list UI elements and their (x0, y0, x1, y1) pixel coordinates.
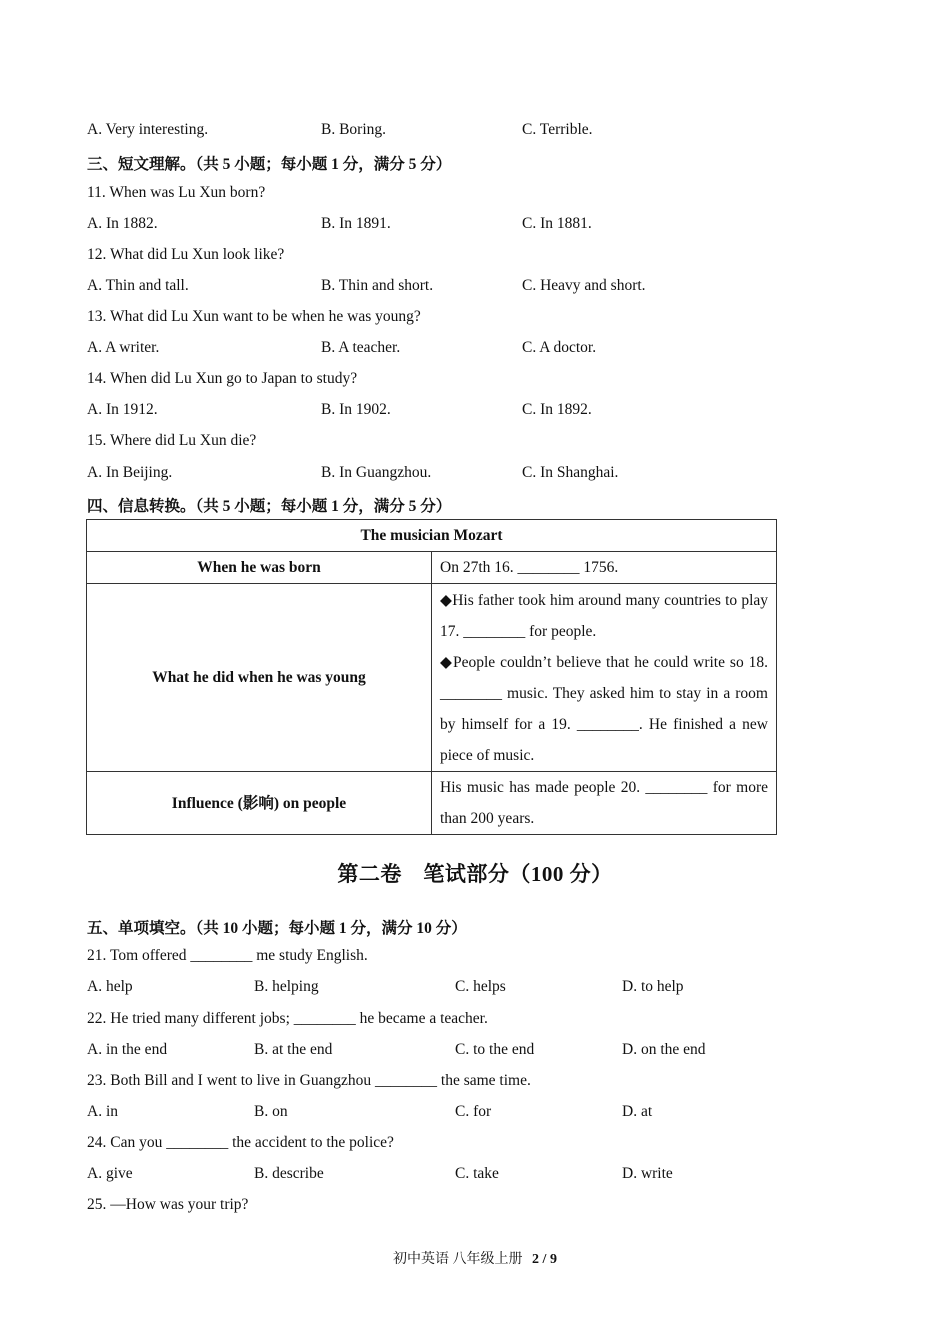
question-23: 23. Both Bill and I went to live in Guangzhou ________ the same time. (87, 1072, 531, 1089)
question-15: 15. Where did Lu Xun die? (87, 432, 257, 449)
footer-page-number: 2 (532, 1252, 540, 1267)
q12-option-c: C. Heavy and short. (522, 277, 646, 294)
q21-option-b: B. helping (254, 978, 319, 995)
footer-total-pages: 9 (549, 1252, 557, 1267)
q11-option-c: C. In 1881. (522, 215, 592, 232)
q15-option-c: C. In Shanghai. (522, 464, 619, 481)
q22-option-c: C. to the end (455, 1041, 535, 1058)
page-footer (0, 1248, 950, 1268)
section4-heading: 四、信息转换。（共 5 小题；每小题 1 分，满分 5 分） (87, 498, 452, 515)
footer-label: 初中英语 八年级上册 (393, 1252, 523, 1267)
q22-option-a: A. in the end (87, 1041, 168, 1058)
q23-option-c: C. for (455, 1103, 492, 1120)
q11-option-a: A. In 1882. (87, 215, 158, 232)
q24-option-d: D. write (622, 1165, 673, 1182)
young-para-1: ◆His father took him around many countries to play 17. ________ for people. (440, 591, 768, 640)
q13-option-b: B. A teacher. (321, 339, 401, 356)
table-title: The musician Mozart (87, 520, 777, 552)
q13-option-a: A. A writer. (87, 339, 160, 356)
part2-title: 第二卷 笔试部分（100 分） (337, 862, 613, 886)
row-born-label: When he was born (87, 552, 432, 584)
q22-option-d: D. on the end (622, 1041, 706, 1058)
q21-option-a: A. help (87, 978, 133, 995)
option-b: B. Boring. (321, 121, 387, 138)
q12-option-a: A. Thin and tall. (87, 277, 189, 294)
q14-option-b: B. In 1902. (321, 401, 391, 418)
row-born-content: On 27th 16. ________ 1756. (432, 552, 777, 584)
question-11: 11. When was Lu Xun born? (87, 184, 266, 201)
row-influence-label: Influence (影响) on people (87, 772, 432, 835)
section3-heading: 三、短文理解。（共 5 小题；每小题 1 分，满分 5 分） (87, 156, 452, 173)
q21-option-d: D. to help (622, 978, 684, 995)
question-13: 13. What did Lu Xun want to be when he was young? (87, 308, 421, 325)
question-21: 21. Tom offered ________ me study English. (87, 947, 368, 964)
q22-option-b: B. at the end (254, 1041, 333, 1058)
question-14: 14. When did Lu Xun go to Japan to study? (87, 370, 358, 387)
option-a: A. Very interesting. (87, 121, 209, 138)
row-influence-content (432, 772, 777, 835)
q23-option-d: D. at (622, 1103, 653, 1120)
q23-option-a: A. in (87, 1103, 118, 1120)
question-22: 22. He tried many different jobs; ________ he became a teacher. (87, 1010, 488, 1027)
young-para-2: ◆People couldn’t believe that he could write so 18. ________ music. They asked him to stay in a room by himself for a 19. ________. He finished a new piece of music. (440, 653, 768, 764)
footer-separator: / (539, 1252, 550, 1267)
q21-option-c: C. helps (455, 978, 506, 995)
row-young-label: What he did when he was young (87, 584, 432, 772)
row-young-content (432, 584, 777, 772)
q24-option-c: C. take (455, 1165, 499, 1182)
option-c: C. Terrible. (522, 121, 593, 138)
q11-option-b: B. In 1891. (321, 215, 391, 232)
section5-heading: 五、单项填空。（共 10 小题；每小题 1 分，满分 10 分） (87, 920, 467, 937)
q14-option-c: C. In 1892. (522, 401, 592, 418)
q23-option-b: B. on (254, 1103, 288, 1120)
question-25: 25. —How was your trip? (87, 1196, 249, 1213)
q15-option-a: A. In Beijing. (87, 464, 173, 481)
question-12: 12. What did Lu Xun look like? (87, 246, 285, 263)
q14-option-a: A. In 1912. (87, 401, 158, 418)
q24-option-a: A. give (87, 1165, 133, 1182)
question-24: 24. Can you ________ the accident to the police? (87, 1134, 394, 1151)
q24-option-b: B. describe (254, 1165, 324, 1182)
q13-option-c: C. A doctor. (522, 339, 597, 356)
influence-text: His music has made people 20. ________ for more than 200 years. (440, 779, 768, 827)
q12-option-b: B. Thin and short. (321, 277, 434, 294)
info-table (86, 519, 777, 835)
q15-option-b: B. In Guangzhou. (321, 464, 432, 481)
